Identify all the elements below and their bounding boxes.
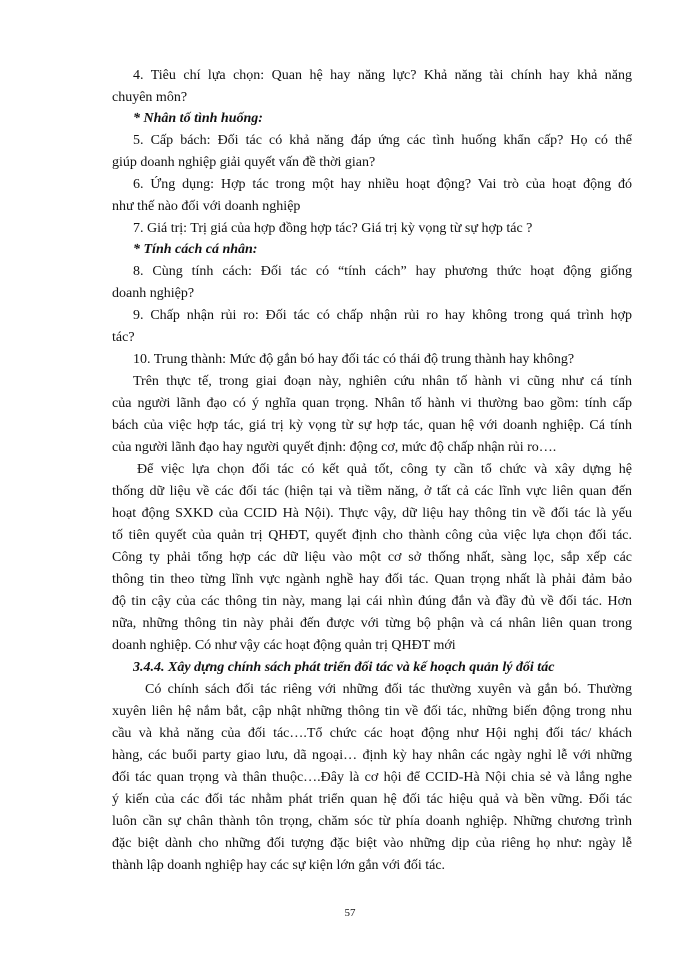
behavior-paragraph-line-1: Trên thực tế, trong giai đoạn này, nghiên cứu nhân tố hành vi cũng như cá tính [133, 374, 632, 389]
data-paragraph-line-8: nữa, những thông tin này phải đến được với từng bộ phận và cá nhân liên quan trong [112, 616, 632, 631]
policy-paragraph-line-2: xuyên liên hệ nắm bắt, cập nhật những thông tin về đối tác, những biến động trong nhu [112, 704, 632, 719]
behavior-paragraph-line-3: bách của việc hợp tác, giá trị kỳ vọng từ sự hợp tác, quan hệ với doanh nghiệp. Cá tính [112, 418, 632, 433]
policy-paragraph-line-7: luôn cần sự chân thành tôn trọng, chăm sóc từ phía doanh nghiệp. Những chương trình [112, 814, 632, 829]
criterion-8-line-1: 8. Cùng tính cách: Đối tác có “tính cách” hay phương thức hoạt động giống [133, 264, 632, 279]
policy-paragraph-line-5: đối tác quan trọng và thân thuộc….Đây là cơ hội để CCID-Hà Nội chia sẻ và lắng nghe [112, 770, 632, 785]
policy-paragraph-line-1: Có chính sách đối tác riêng với những đối tác thường xuyên và gắn bó. Thường [145, 682, 632, 697]
policy-paragraph-line-4: hàng, các buổi party giao lưu, dã ngoại… định kỳ hay nhân các ngày nghỉ lễ với những [112, 748, 632, 763]
criterion-8-line-2: doanh nghiệp? [112, 286, 195, 301]
page-number: 57 [344, 907, 356, 919]
data-paragraph-line-3: hoạt động SXKD của CCID Hà Nội). Thực vậy, dữ liệu hay thông tin về đối tác là yếu [112, 506, 632, 521]
criterion-4-line-2: chuyên môn? [112, 90, 188, 105]
policy-paragraph-line-3: cầu và khả năng của đối tác….Tổ chức các hoạt động như Hội nghị đối tác/ khách [112, 726, 632, 741]
criterion-9-line-2: tác? [112, 330, 135, 345]
data-paragraph-line-9: doanh nghiệp. Có như vậy các hoạt động quản trị QHĐT mới [112, 638, 456, 653]
criterion-5-line-2: giúp doanh nghiệp giải quyết vấn đề thời gian? [112, 155, 376, 170]
data-paragraph-line-5: Công ty phải tổng hợp các dữ liệu vào một cơ sở thống nhất, sàng lọc, sắp xếp các [112, 550, 632, 565]
section-heading-3-4-4: 3.4.4. Xây dựng chính sách phát triển đối tác và kế hoạch quản lý đối tác [133, 660, 555, 675]
criterion-7-line: 7. Giá trị: Trị giá của hợp đồng hợp tác? Giá trị kỳ vọng từ sự hợp tác ? [133, 221, 533, 236]
data-paragraph-line-1: Để việc lựa chọn đối tác có kết quả tốt, công ty cần tổ chức và xây dựng hệ [137, 462, 632, 477]
criterion-5-line-1: 5. Cấp bách: Đối tác có khả năng đáp ứng các tình huống khẩn cấp? Họ có thể [133, 133, 632, 148]
data-paragraph-line-4: tố tiên quyết của quản trị QHĐT, quyết định cho thành công của việc lựa chọn đối tác. [112, 528, 632, 543]
behavior-paragraph-line-2: của người lãnh đạo có ý nghĩa quan trọng. Nhân tố hành vi thường bao gồm: tính cấp [112, 396, 632, 411]
criterion-10-line: 10. Trung thành: Mức độ gắn bó hay đối tác có thái độ trung thành hay không? [133, 352, 575, 367]
policy-paragraph-line-6: ý kiến của các đối tác nhằm phát triển quan hệ đối tác hiệu quả và bền vững. Đối tác [112, 792, 632, 807]
situational-factors-heading: * Nhân tố tình huống: [133, 111, 263, 126]
criterion-6-line-2: như thế nào đối với doanh nghiệp [112, 199, 301, 214]
criterion-6-line-1: 6. Ứng dụng: Hợp tác trong một hay nhiều hoạt động? Vai trò của hoạt động đó [133, 177, 632, 192]
policy-paragraph-line-8: đặc biệt dành cho những đối tượng đặc biệt vào những dịp của riêng họ như: ngày lễ [112, 836, 632, 851]
behavior-paragraph-line-4: của người lãnh đạo hay người quyết định: động cơ, mức độ chấp nhận rủi ro…. [112, 440, 557, 455]
personal-character-heading: * Tính cách cá nhân: [133, 242, 258, 257]
policy-paragraph-line-9: thành lập doanh nghiệp hay các sự kiện lớn gắn với đối tác. [112, 858, 446, 873]
data-paragraph-line-6: thông tin theo từng lĩnh vực ngành nghề hay đối tác. Quan trọng nhất là phải đảm bảo [112, 572, 632, 587]
criterion-4-line-1: 4. Tiêu chí lựa chọn: Quan hệ hay năng lực? Khả năng tài chính hay khả năng [133, 68, 632, 83]
data-paragraph-line-7: độ tin cậy của các thông tin này, mang lại cái nhìn đúng đắn và đầy đủ về đối tác. Hơn [112, 594, 632, 609]
data-paragraph-line-2: thống dữ liệu về các đối tác (hiện tại và tiềm năng, ở tất cả các lĩnh vực liên quan đến [112, 484, 632, 499]
criterion-9-line-1: 9. Chấp nhận rủi ro: Đối tác có chấp nhận rủi ro hay không trong quá trình hợp [133, 308, 632, 323]
